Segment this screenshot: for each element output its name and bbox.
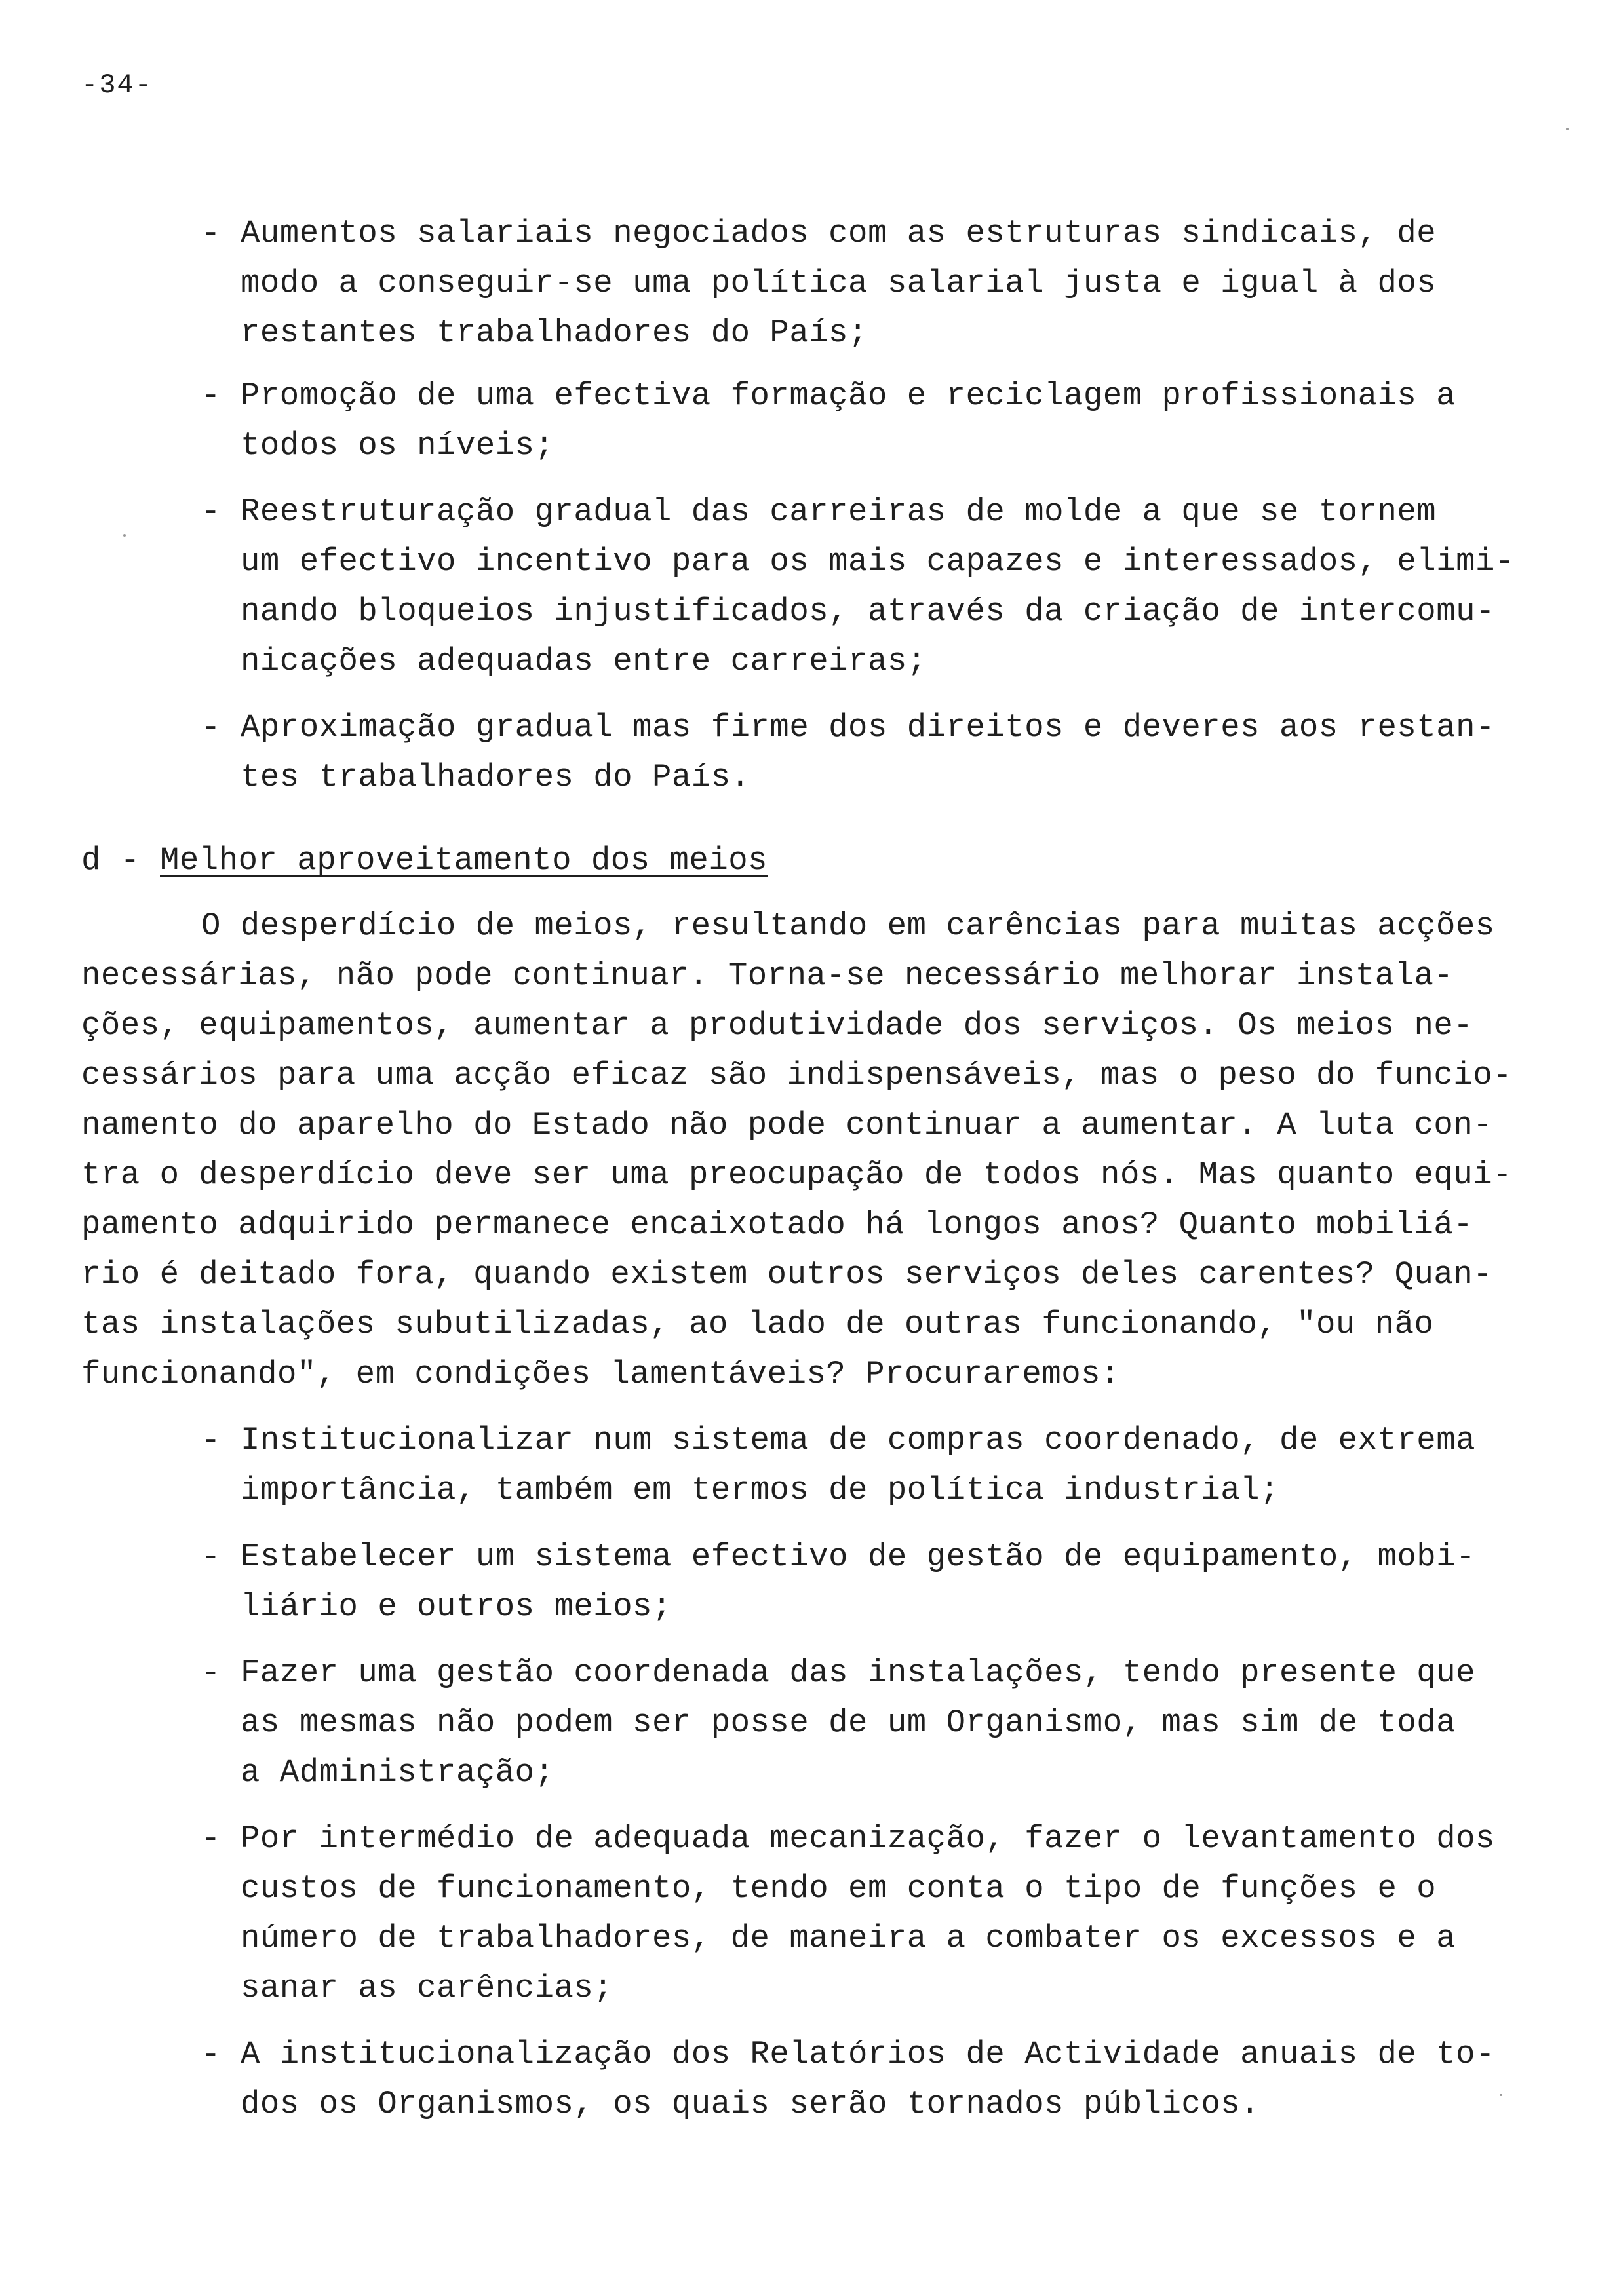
list-item-line: um efectivo incentivo para os mais capazes e interessados, elimi- <box>241 543 1515 580</box>
bullet-dash: - <box>201 1820 221 1857</box>
list-item-line: custos de funcionamento, tendo em conta o tipo de funções e o <box>241 1870 1437 1907</box>
list-item-line: Aproximação gradual mas firme dos direitos e deveres aos restan- <box>241 709 1495 746</box>
list-item-line: Por intermédio de adequada mecanização, fazer o levantamento dos <box>241 1820 1495 1857</box>
paragraph-line: necessárias, não pode continuar. Torna-se necessário melhorar instala- <box>81 957 1454 994</box>
page-number: -34- <box>81 69 153 101</box>
scan-speck <box>1566 128 1569 130</box>
list-item-line: importância, também em termos de política industrial; <box>241 1472 1279 1508</box>
scan-speck <box>1500 2094 1502 2096</box>
list-item-line: Institucionalizar num sistema de compras coordenado, de extrema <box>241 1422 1476 1459</box>
bullet-dash: - <box>201 1539 221 1575</box>
bullet-dash: - <box>201 377 221 414</box>
list-item-line: restantes trabalhadores do País; <box>241 315 868 351</box>
section-letter: d - <box>81 842 140 879</box>
bullet-dash: - <box>201 1655 221 1691</box>
paragraph-line: rio é deitado fora, quando existem outros serviços deles carentes? Quan- <box>81 1256 1493 1293</box>
list-item-line: sanar as carências; <box>241 1970 613 2006</box>
list-item-line: número de trabalhadores, de maneira a combater os excessos e a <box>241 1920 1456 1957</box>
paragraph-line: namento do aparelho do Estado não pode continuar a aumentar. A luta con- <box>81 1107 1493 1143</box>
bullet-dash: - <box>201 1422 221 1459</box>
paragraph-line: tra o desperdício deve ser uma preocupação de todos nós. Mas quanto equi- <box>81 1157 1513 1193</box>
list-item-line: Aumentos salariais negociados com as estruturas sindicais, de <box>241 215 1437 252</box>
list-item-line: todos os níveis; <box>241 427 555 464</box>
scan-speck <box>123 534 126 537</box>
bullet-dash: - <box>201 2036 221 2073</box>
section-title: Melhor aproveitamento dos meios <box>160 842 768 879</box>
list-item-line: tes trabalhadores do País. <box>241 759 750 795</box>
paragraph-line: pamento adquirido permanece encaixotado há longos anos? Quanto mobiliá- <box>81 1206 1473 1243</box>
list-item-line: nicações adequadas entre carreiras; <box>241 643 927 679</box>
list-item-line: Reestruturação gradual das carreiras de molde a que se tornem <box>241 493 1437 530</box>
list-item-line: dos os Organismos, os quais serão tornados públicos. <box>241 2086 1260 2122</box>
paragraph-line: ções, equipamentos, aumentar a produtividade dos serviços. Os meios ne- <box>81 1007 1473 1044</box>
list-item-line: Estabelecer um sistema efectivo de gestão de equipamento, mobi- <box>241 1539 1476 1575</box>
paragraph-line: cessários para uma acção eficaz são indispensáveis, mas o peso do funcio- <box>81 1057 1513 1094</box>
list-item-line: as mesmas não podem ser posse de um Organismo, mas sim de toda <box>241 1704 1456 1741</box>
bullet-dash: - <box>201 215 221 252</box>
list-item-line: modo a conseguir-se uma política salarial justa e igual à dos <box>241 265 1437 301</box>
bullet-dash: - <box>201 709 221 746</box>
paragraph-line: O desperdício de meios, resultando em carências para muitas acções <box>201 908 1495 944</box>
list-item-line: a Administração; <box>241 1754 555 1791</box>
paragraph-line: tas instalações subutilizadas, ao lado de outras funcionando, "ou não <box>81 1306 1434 1343</box>
list-item-line: liário e outros meios; <box>241 1588 672 1625</box>
list-item-line: Fazer uma gestão coordenada das instalações, tendo presente que <box>241 1655 1476 1691</box>
list-item-line: Promoção de uma efectiva formação e reciclagem profissionais a <box>241 377 1456 414</box>
list-item-line: A institucionalização dos Relatórios de Actividade anuais de to- <box>241 2036 1495 2073</box>
paragraph-line: funcionando", em condições lamentáveis? Procuraremos: <box>81 1356 1120 1392</box>
list-item-line: nando bloqueios injustificados, através da criação de intercomu- <box>241 593 1495 630</box>
bullet-dash: - <box>201 493 221 530</box>
